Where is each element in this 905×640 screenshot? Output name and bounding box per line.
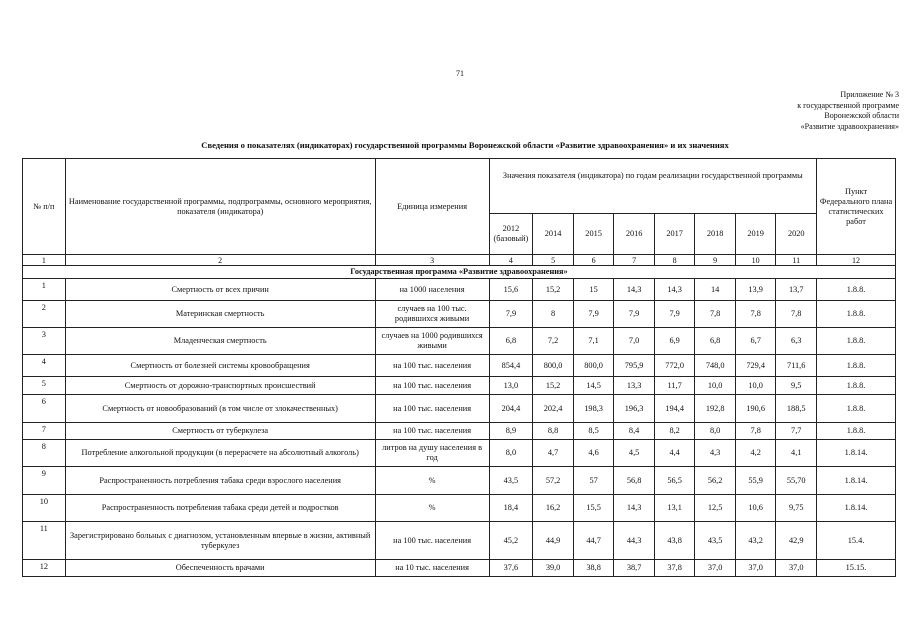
row-num: 10 [23,495,66,522]
row-value: 9,5 [776,377,817,395]
col-number: 1 [23,255,66,266]
appendix-line: Приложение № 3 [840,90,899,99]
indicators-table [22,158,896,577]
row-num: 11 [23,522,66,560]
header-plan: Пункт Федерального плана статистических работ [817,159,896,255]
row-value: 7,8 [735,423,776,440]
row-value: 8,9 [489,423,533,440]
row-value: 198,3 [573,395,614,423]
row-unit: % [375,495,489,522]
row-value: 43,2 [735,522,776,560]
header-year: 2015 [573,214,614,255]
page-number: 71 [456,69,464,78]
header-year: 2016 [614,214,655,255]
row-num: 1 [23,279,66,301]
row-unit: на 100 тыс. населения [375,377,489,395]
row-value: 6,7 [735,328,776,355]
row-value: 4,2 [735,440,776,467]
appendix-line: «Развитие здравоохранения» [800,121,899,131]
row-value: 772,0 [654,355,695,377]
row-num: 12 [23,560,66,577]
row-value: 7,1 [573,328,614,355]
row-value: 39,0 [533,560,574,577]
row-value: 6,9 [654,328,695,355]
row-name: Распространенность потребления табака среди взрослого населения [65,467,375,495]
table-row [23,495,896,522]
row-value: 57 [573,467,614,495]
row-value: 7,9 [614,301,655,328]
row-value: 42,9 [776,522,817,560]
row-value: 18,4 [489,495,533,522]
row-name: Обеспеченность врачами [65,560,375,577]
row-unit: на 100 тыс. населения [375,423,489,440]
row-num: 8 [23,440,66,467]
row-value: 55,9 [735,467,776,495]
row-value: 57,2 [533,467,574,495]
header-num: № п/п [23,159,66,255]
row-unit: случаев на 1000 родившихся живыми [375,328,489,355]
row-plan: 15.4. [817,522,896,560]
row-value: 6,3 [776,328,817,355]
row-value: 56,5 [654,467,695,495]
row-value: 194,4 [654,395,695,423]
row-value: 8,8 [533,423,574,440]
section-title: Государственная программа «Развитие здравоохранения» [23,266,896,279]
row-value: 192,8 [695,395,736,423]
row-unit: на 10 тыс. населения [375,560,489,577]
row-value: 7,9 [573,301,614,328]
row-value: 56,2 [695,467,736,495]
row-value: 14,3 [614,495,655,522]
row-value: 55,70 [776,467,817,495]
row-value: 800,0 [533,355,574,377]
row-num: 5 [23,377,66,395]
row-plan: 1.8.8. [817,395,896,423]
row-value: 43,8 [654,522,695,560]
row-unit: % [375,467,489,495]
row-value: 12,5 [695,495,736,522]
row-name: Материнская смертность [65,301,375,328]
col-number: 6 [573,255,614,266]
row-value: 15 [573,279,614,301]
col-number: 9 [695,255,736,266]
table-row [23,560,896,577]
row-value: 4,1 [776,440,817,467]
appendix-line: Воронежской области [824,111,899,120]
row-value: 6,8 [489,328,533,355]
appendix-line: к государственной программе [797,100,899,110]
table-row [23,467,896,495]
row-value: 13,7 [776,279,817,301]
row-name: Потребление алкогольной продукции (в перерасчете на абсолютный алкоголь) [65,440,375,467]
row-value: 14 [695,279,736,301]
row-value: 14,3 [614,279,655,301]
row-value: 4,4 [654,440,695,467]
row-value: 37,6 [489,560,533,577]
row-value: 729,4 [735,355,776,377]
col-number: 11 [776,255,817,266]
row-value: 8,5 [573,423,614,440]
row-value: 15,5 [573,495,614,522]
row-plan: 1.8.8. [817,328,896,355]
row-value: 38,8 [573,560,614,577]
row-value: 4,6 [573,440,614,467]
row-value: 190,6 [735,395,776,423]
appendix-note [797,90,899,132]
row-name: Распространенность потребления табака среди детей и подростков [65,495,375,522]
row-value: 44,3 [614,522,655,560]
row-value: 8 [533,301,574,328]
table-row [23,279,896,301]
row-value: 6,8 [695,328,736,355]
row-value: 7,9 [654,301,695,328]
row-value: 7,0 [614,328,655,355]
row-num: 2 [23,301,66,328]
row-value: 37,0 [735,560,776,577]
col-number: 3 [375,255,489,266]
row-value: 38,7 [614,560,655,577]
row-value: 45,2 [489,522,533,560]
row-unit: на 100 тыс. населения [375,522,489,560]
row-num: 3 [23,328,66,355]
row-plan: 15.15. [817,560,896,577]
header-year: 2018 [695,214,736,255]
row-value: 37,0 [776,560,817,577]
row-value: 8,4 [614,423,655,440]
header-year: 2014 [533,214,574,255]
row-value: 43,5 [489,467,533,495]
col-number: 10 [735,255,776,266]
row-plan: 1.8.8. [817,279,896,301]
row-value: 10,0 [735,377,776,395]
row-value: 14,3 [654,279,695,301]
row-value: 44,7 [573,522,614,560]
row-value: 7,7 [776,423,817,440]
row-name: Смертность от туберкулеза [65,423,375,440]
row-value: 7,8 [695,301,736,328]
header-unit: Единица измерения [375,159,489,255]
row-num: 9 [23,467,66,495]
row-value: 800,0 [573,355,614,377]
row-name: Смертность от новообразований (в том числе от злокачественных) [65,395,375,423]
row-value: 15,2 [533,279,574,301]
row-value: 7,8 [735,301,776,328]
row-value: 13,9 [735,279,776,301]
header-year: 2017 [654,214,695,255]
table-row [23,395,896,423]
row-value: 16,2 [533,495,574,522]
row-value: 188,5 [776,395,817,423]
row-value: 8,2 [654,423,695,440]
col-number: 12 [817,255,896,266]
header-name: Наименование государственной программы, подпрограммы, основного мероприятия, показателя (индикатора) [65,159,375,255]
row-value: 13,1 [654,495,695,522]
row-name: Зарегистрировано больных с диагнозом, установленным впервые в жизни, активный туберкулез [65,522,375,560]
table-row [23,301,896,328]
col-number: 7 [614,255,655,266]
row-num: 7 [23,423,66,440]
row-value: 202,4 [533,395,574,423]
row-value: 10,6 [735,495,776,522]
row-plan: 1.8.8. [817,355,896,377]
row-value: 7,8 [776,301,817,328]
row-value: 7,9 [489,301,533,328]
row-value: 4,7 [533,440,574,467]
row-value: 43,5 [695,522,736,560]
row-value: 8,0 [695,423,736,440]
row-plan: 1.8.14. [817,467,896,495]
row-value: 37,0 [695,560,736,577]
row-value: 711,6 [776,355,817,377]
row-value: 15,2 [533,377,574,395]
row-name: Смертность от дорожно-транспортных происшествий [65,377,375,395]
row-value: 854,4 [489,355,533,377]
col-number: 4 [489,255,533,266]
table-row [23,440,896,467]
row-value: 795,9 [614,355,655,377]
row-plan: 1.8.8. [817,301,896,328]
row-value: 56,8 [614,467,655,495]
row-unit: на 100 тыс. населения [375,395,489,423]
row-value: 13,0 [489,377,533,395]
row-plan: 1.8.14. [817,440,896,467]
row-name: Младенческая смертность [65,328,375,355]
row-value: 4,5 [614,440,655,467]
row-name: Смертность от болезней системы кровообращения [65,355,375,377]
row-name: Смертность от всех причин [65,279,375,301]
table-row [23,377,896,395]
header-year: 2020 [776,214,817,255]
row-num: 6 [23,395,66,423]
col-number: 2 [65,255,375,266]
col-number: 5 [533,255,574,266]
row-unit: случаев на 100 тыс. родившихся живыми [375,301,489,328]
row-value: 8,0 [489,440,533,467]
row-value: 13,3 [614,377,655,395]
row-value: 9,75 [776,495,817,522]
row-value: 11,7 [654,377,695,395]
row-num: 4 [23,355,66,377]
row-value: 204,4 [489,395,533,423]
row-value: 15,6 [489,279,533,301]
table-row [23,328,896,355]
row-value: 4,3 [695,440,736,467]
row-value: 748,0 [695,355,736,377]
col-number: 8 [654,255,695,266]
document-title: Сведения о показателях (индикаторах) государственной программы Воронежской области «Развитие здравоохранения» и их значениях [201,140,729,150]
row-plan: 1.8.8. [817,377,896,395]
row-value: 14,5 [573,377,614,395]
row-unit: на 100 тыс. населения [375,355,489,377]
row-unit: на 1000 населения [375,279,489,301]
row-unit: литров на душу населения в год [375,440,489,467]
row-value: 37,8 [654,560,695,577]
row-value: 44,9 [533,522,574,560]
row-plan: 1.8.8. [817,423,896,440]
row-value: 196,3 [614,395,655,423]
header-year: 2012 (базовый) [489,214,533,255]
header-values-group: Значения показателя (индикатора) по годам реализации государственной программы [489,159,817,214]
table-row [23,423,896,440]
table-row [23,522,896,560]
table-row [23,355,896,377]
row-plan: 1.8.14. [817,495,896,522]
row-value: 7,2 [533,328,574,355]
header-year: 2019 [735,214,776,255]
row-value: 10,0 [695,377,736,395]
